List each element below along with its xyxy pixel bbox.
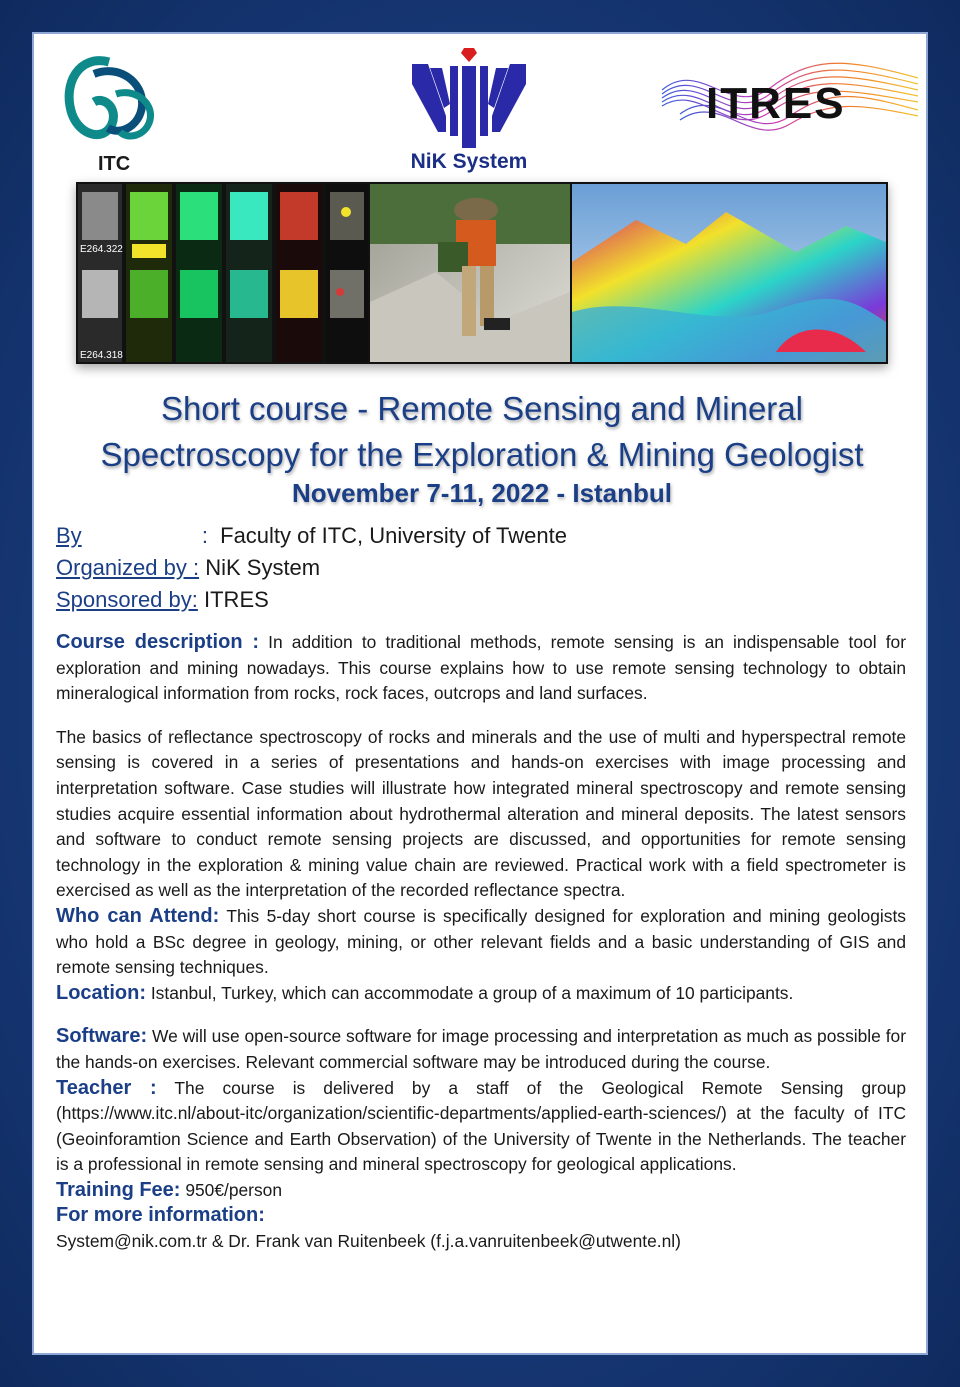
fee-text: 950€/person bbox=[185, 1179, 283, 1200]
course-title bbox=[34, 386, 928, 478]
software-text: We will use open-source software for image processing and interpretation as much as possible for the hands-on exercises. Relevant commercial software may be introduced during the course. bbox=[56, 1026, 906, 1072]
course-description-heading: Course description : bbox=[56, 631, 260, 653]
course-description bbox=[56, 630, 906, 707]
software-heading: Software: bbox=[56, 1025, 148, 1048]
logo-bar bbox=[34, 34, 928, 204]
course-meta bbox=[56, 520, 567, 616]
meta-organized bbox=[56, 552, 567, 584]
sponsored-label: Sponsored by: bbox=[56, 587, 198, 612]
by-colon: : bbox=[201, 523, 208, 548]
more-info bbox=[56, 1203, 906, 1229]
fee-heading: Training Fee: bbox=[56, 1178, 181, 1201]
by-value: Faculty of ITC, University of Twente bbox=[220, 523, 567, 548]
banner-collage bbox=[76, 182, 888, 364]
training-fee bbox=[56, 1178, 906, 1204]
meta-sponsored bbox=[56, 584, 567, 616]
teacher-text: The course is delivered by a staff of the Geological Remote Sensing group (https://www.itc.nl/about-itc/organization/scientific-departments/applied-earth-sciences/) at the faculty of ITC (Geoinforamtion Science and Earth Observation) of the University of Twente in the Netherlands. The teacher is a professional in remote sensing and mineral spectroscopy for geological applications. bbox=[56, 1077, 906, 1175]
itc-logo bbox=[54, 44, 164, 174]
location bbox=[56, 981, 906, 1007]
contact-line[interactable]: System@nik.com.tr & Dr. Frank van Ruitenbeek (f.j.a.vanruitenbeek@utwente.nl) bbox=[56, 1231, 681, 1252]
more-info-heading: For more information: bbox=[56, 1204, 265, 1227]
core-label-bottom: E264.318 bbox=[80, 350, 123, 361]
itc-logo-text: ITC bbox=[98, 153, 131, 174]
nik-logo bbox=[394, 44, 544, 174]
location-text: Istanbul, Turkey, which can accommodate a group of a maximum of 10 participants. bbox=[150, 982, 794, 1003]
itres-logo-text: ITRES bbox=[706, 79, 846, 128]
title-line-1: Short course - Remote Sensing and Mineral bbox=[161, 390, 803, 427]
teacher bbox=[56, 1076, 906, 1178]
title-line-2: Spectroscopy for the Exploration & Mining Geologist bbox=[100, 436, 864, 473]
course-description-text: In addition to traditional methods, remote sensing is an indispensable tool for exploration and mining nowadays. This course explains how to use remote sensing technology to obtain mineralogical information from rocks, rock faces, outcrops and land surfaces. bbox=[56, 632, 906, 704]
who-heading: Who can Attend: bbox=[56, 904, 220, 927]
organized-label: Organized by : bbox=[56, 555, 200, 580]
software bbox=[56, 1024, 906, 1075]
location-heading: Location: bbox=[56, 981, 146, 1004]
course-body bbox=[56, 630, 906, 1255]
sponsored-value: ITRES bbox=[204, 587, 269, 612]
who-can-attend bbox=[56, 904, 906, 981]
nik-logo-text: NiK System bbox=[410, 150, 528, 173]
organized-value: NiK System bbox=[205, 555, 321, 580]
itres-logo bbox=[660, 54, 920, 149]
core-label-top: E264.322 bbox=[80, 244, 123, 255]
by-label: By : bbox=[56, 520, 214, 552]
who-text: This 5-day short course is specifically designed for exploration and mining geologists who hold a BSc degree in geology, mining, or other relevant fields and a basic understanding of GIS and remote sensing techniques. bbox=[56, 905, 906, 978]
course-basics-text: The basics of reflectance spectroscopy of rocks and minerals and the use of multi and hyperspectral remote sensing is covered in a series of presentations and hands-on exercises with image processing and interpretation software. Case studies will illustrate how integrated mineral spectroscopy and remote sensing studies acquire essential information about hydrothermal alteration and mineral deposits. The latest sensors and software to conduct remote sensing projects are discussed, and opportunities for remote sensing technology in the exploration & mining value chain are reviewed. Practical work with a field spectrometer is exercised as well as the interpretation of the recorded reflectance spectra. bbox=[56, 726, 906, 901]
course-dates: November 7-11, 2022 - Istanbul bbox=[291, 478, 673, 508]
meta-by bbox=[56, 520, 567, 552]
flyer-sheet bbox=[32, 32, 928, 1355]
teacher-heading: Teacher : bbox=[56, 1076, 157, 1099]
